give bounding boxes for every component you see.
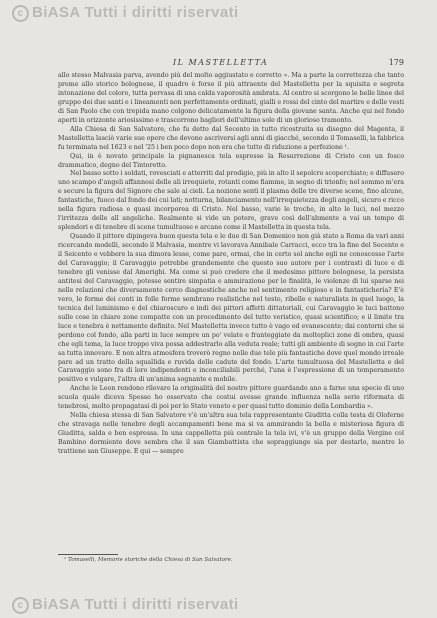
paragraph: Qui, in è novato principale la pignanesca tela espresse la Resurrezione di Cristo con un fosco drammatico, degno del Tintoretto. <box>58 152 404 169</box>
footnote: ¹ Tomaselli, Memorie storiche della Chiesa di San Salvatore. <box>64 557 233 563</box>
body-text <box>58 72 404 457</box>
footnote-rule <box>58 554 118 555</box>
paragraph: allo stesso Malvasia parva, avendo più del molto aggiustato e corretto ». Ma a parte la correttezza che tanto preme allo storico bolognese, il quadro è forse il più attraente del Mastelletta per la squisita e segreta intonazione del colore, tutta pervasa di una calda vaporosità ambrata. Al centro si scorgono le belle linee del gruppo dei due santi e i lineamenti non perfettamente ordinati, gialli e rossi del cinto del martire e delle vesti di San Paolo che con trepida mano colgono delicatamente la figura della giovane santa. Anche qui nel fondo aperti in orizzonte ariosissimo e trascorrono bagliori dell'ultimo sole di un glorioso tramonto. <box>58 72 404 124</box>
copyright-icon: c <box>12 597 29 614</box>
running-head <box>58 58 404 70</box>
watermark-bottom <box>12 596 437 614</box>
running-head-title: IL MASTELLETTA <box>173 58 269 67</box>
copyright-icon: c <box>12 5 29 22</box>
paragraph: Quando il pittore dipingeva buon questa tela e le due di San Domenico non già stato a Roma da vari anni ricercando modelli, secondo il Malvasia, mentre vi lavorava Annibale Carracci, ecco tra la fine del Secento e il Seicento e vebbere la sua dimora lesse, come pare, ormai, che in certo sol anche egli ne conoscesse l'arte del Caravaggio; il Caravaggio potrebbe grandemente che questo suo autore per i contrasti di luce e di tenebre gli venisse dal Amerighi. Ma come si può credere che il medesimo pittore bolognese, la persista antitesi del Caravaggio, potesse sentire simpatia e ammirazione per le finalità, le violenze di lui sparse nei nelle relazioni che diversamente cerco diagnostiche anche nel sentimento religioso e in fantasticherìa? E'è vero, le forme dei conti in folle forme sembrano realistiche nel testo, ribelle e naturalista in quel luogo, la tecnica del luminismo e del chiaroscuro e indi dei pittori affetti dittatoriali, cui Caravaggio le luci battono sulle cose in chiare zone compatte con un procedimento del tutto veristico, quasi scientifico; e il limite tra luce e tenebra è nettamente definito. Nel Mastelletta invece tutto è vago ed evanescente; dai contorni che si perdono col fondo, alla parti in luce sempre un po' velate e franteggiate da molteplici zone di ombra, quasi che egli tema, la luce troppo viva possa addestrarlo alla veduta reale; tutti gli ambiente di sogno in cui l'arte sa tutta innovare. E non altra atmosfera troverò regno nelle due tele più fantastiche dove quel mondo irreale pare ad un tratto della squallida e ruvida delle cadute del fondo. L'arte tumultuosa del Mastelletta e del Caravaggio sono fra di loro indipendenti e inconciliabili perché, l'una è l'espressione di un temperamento positivo e vulgare, l'altra di un'anima sognante e mobile. <box>58 233 404 384</box>
paragraph: Alla Chiesa di San Salvatore, che fu detto dal Secento in tutto ricostruita su disegno del Magenta, il Mastelletta lasciò varie sue opere che devono ascriversi agli anni di giacché, secondo il Tomaselli, la fabbrica fu terminata nel 1623 e nel '25 i ben poco dopo non era che tutto di riduzione a perfezione ¹. <box>58 125 404 151</box>
watermark-top <box>12 4 437 22</box>
paragraph: Nella chiesa stessa di San Salvatore v'è un'altra sua tela rappresentante Giuditta colla testa di Oloferne che stravaga nelle tenebre degli accampamenti bene ma si va ammirando la bella e misteriosa figura di Giuditta, salda e ben espressa. In una cappelletta più centrale la tela ivi, v'è un gruppo della Vergine col Bambino dormiente dove sembra che il san Giambattista che sopraggiunge sia per destarlo, mentre lo trattiene san Giuseppe. E qui — sempre <box>58 412 404 456</box>
page-number: 179 <box>388 58 404 67</box>
paragraph: Anche le Leon rendono rilevare la originalità del nostro pittore guardando ano a farne una specie di uno scuola quale diceva Spesso ho osservato che costui avesse grande influenza nella serie riformata di tenebrosi, molto propagatasi di poi per lo Stato veneto e per quasi tutto dominio della Lombardia ». <box>58 385 404 411</box>
watermark-text: BiASA Tutti i diritti riservati <box>32 596 239 613</box>
paragraph: Nel basso sotto i soldati, rovesciati e atterriti dal prodigio, più in alto il sepolcro scoperchiato; e diffusero uno scampo d'angeli affannosi delle ali irrequiete, rotanti come fiamme, in segno di trionfo; nel sommo m'era e secure la figura del Signore che sale ai cieli. La nozione sentì il plasma delle tre diverse scene, fino alcune, fantastiche, fuoco dal fondo dei cui lati; notturna, bilanciamento nell'irrequietezza degli angeli, sicuro e ricco nella figura radiosa e quasi incorporea di Cristo. Nel basso, varie le troche, in alto le luci, nel mezzo l'irritezza delle all angeliche. Realmente si vide un potere, grave così dell'abmente a vai un tempo di splendori e di tenebre di scene tumultuose e arcane come il Mastelletta in questa tela. <box>58 170 404 232</box>
watermark-text: BiASA Tutti i diritti riservati <box>32 4 239 21</box>
